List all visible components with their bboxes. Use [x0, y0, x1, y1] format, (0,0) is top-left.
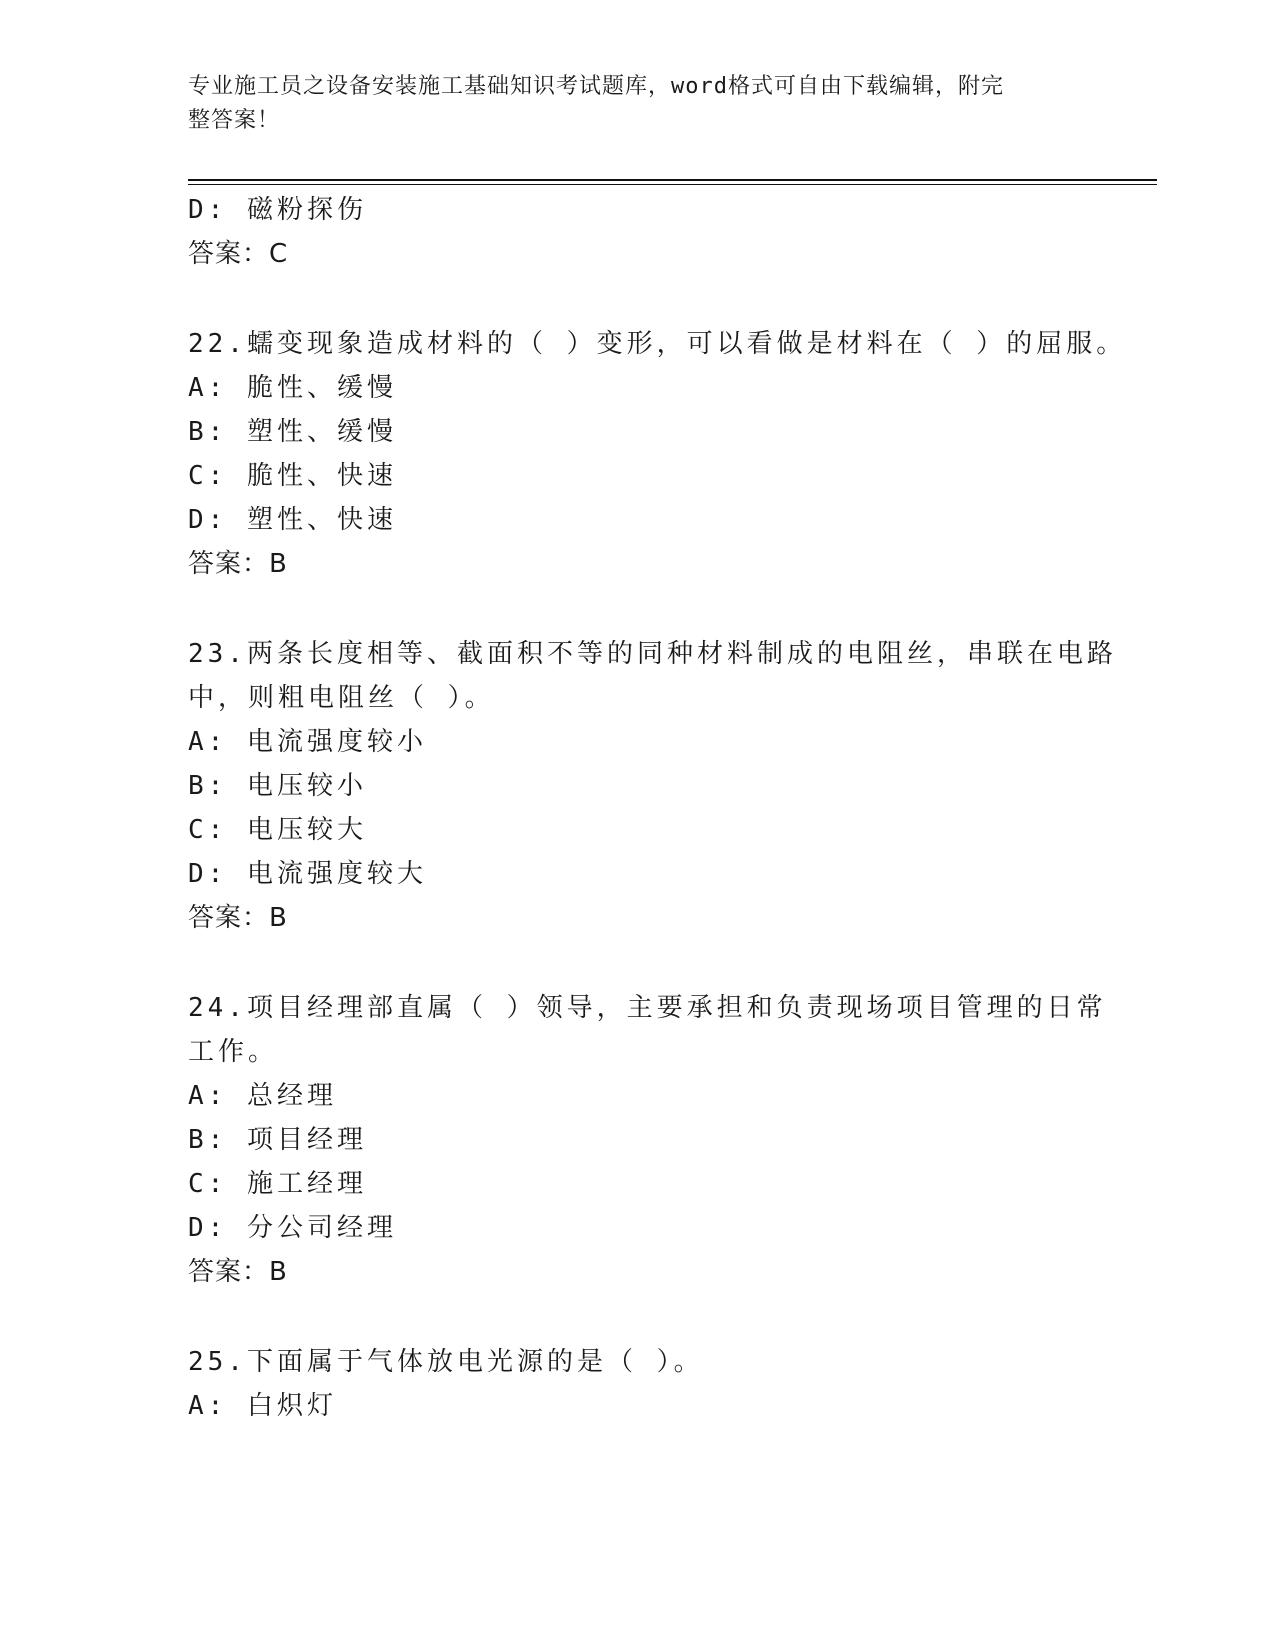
option-c: C: 施工经理: [188, 1169, 367, 1199]
option-d: D: 分公司经理: [188, 1213, 397, 1243]
answer: 答案：B: [188, 549, 288, 579]
option-d: D: 磁粉探伤: [188, 195, 367, 225]
option-d: D: 塑性、快速: [188, 505, 397, 535]
document-header: [188, 70, 1088, 138]
header-line-2: 整答案！: [188, 108, 281, 133]
option-c: C: 脆性、快速: [188, 461, 397, 491]
option-a: A: 电流强度较小: [188, 727, 427, 757]
answer: 答案：C: [188, 239, 289, 269]
option-c: C: 电压较大: [188, 815, 367, 845]
question-stem: 25.下面属于气体放电光源的是（ ）。: [188, 1347, 704, 1377]
header-divider-thin: [188, 184, 1157, 185]
question-stem-line-2: 工作。: [188, 1037, 279, 1067]
question-stem-line-2: 中，则粗电阻丝（ ）。: [188, 683, 495, 713]
option-d: D: 电流强度较大: [188, 859, 427, 889]
option-a: A: 脆性、缓慢: [188, 373, 397, 403]
header-line-1: 专业施工员之设备安装施工基础知识考试题库，word格式可自由下载编辑，附完: [188, 74, 1004, 99]
option-a: A: 白炽灯: [188, 1391, 337, 1421]
question-stem-line-1: 23.两条长度相等、截面积不等的同种材料制成的电阻丝，串联在电路: [188, 639, 1117, 669]
option-b: B: 电压较小: [188, 771, 367, 801]
question-stem-line-1: 24.项目经理部直属（ ）领导，主要承担和负责现场项目管理的日常: [188, 993, 1107, 1023]
option-a: A: 总经理: [188, 1081, 337, 1111]
header-divider-thick: [188, 179, 1157, 181]
question-stem: 22.蠕变现象造成材料的（ ）变形，可以看做是材料在（ ）的屈服。: [188, 329, 1127, 359]
option-b: B: 项目经理: [188, 1125, 367, 1155]
option-b: B: 塑性、缓慢: [188, 417, 397, 447]
answer: 答案：B: [188, 1257, 288, 1287]
answer: 答案：B: [188, 903, 288, 933]
